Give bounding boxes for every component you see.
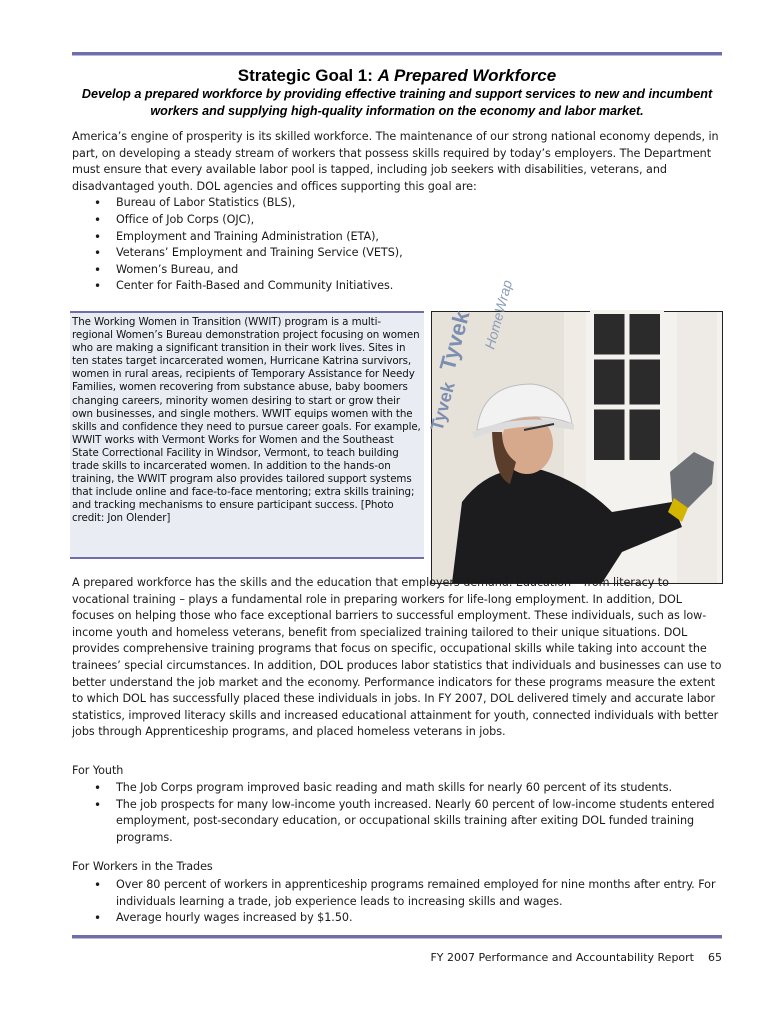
trades-section bbox=[72, 877, 724, 927]
page-footer bbox=[430, 951, 722, 964]
goal-label: Strategic Goal 1: bbox=[237, 66, 373, 85]
main-section bbox=[72, 575, 724, 741]
report-title: FY 2007 Performance and Accountability Report bbox=[430, 951, 694, 964]
main-paragraph: A prepared workforce has the skills and the education that employers demand. Education – from literacy to vocational training – plays a fundamental role in preparing workers for life-long employment. In addition, DOL focuses on helping those who face exceptional barriers to successful employment. These individuals, such as low-income youth and homeless veterans, benefit from specialized training tailored to their unique situations. DOL provides comprehensive training programs that focus on specific, occupational skills while taking into account the trainees’ special circumstances. In addition, DOL produces labor statistics that individuals and businesses can use to better understand the job market and the economy. Performance indicators for these programs measure the extent to which DOL has successfully placed these individuals in jobs. In FY 2007, DOL delivered timely and accurate labor statistics, improved literacy skills and increased educational attainment for youth, connected individuals with better jobs through Apprenticeship programs, and placed homeless veterans in jobs. bbox=[72, 576, 722, 739]
intro-section bbox=[72, 129, 724, 295]
trades-item: • Average hourly wages increased by $1.50. bbox=[72, 910, 724, 927]
youth-item: • The job prospects for many low-income youth increased. Nearly 60 percent of low-income students entered employment, post-secondary education, or occupational skills training after exiting DOL funded training programs. bbox=[72, 797, 724, 847]
intro-paragraph: America’s engine of prosperity is its skilled workforce. The maintenance of our strong national economy depends, in part, on developing a steady stream of workers that possess skills required by today’s employers. The Department must ensure that every available labor pool is tapped, including job seekers with disabilities, veterans, and disadvantaged youth. DOL agencies and offices supporting this goal are: bbox=[72, 130, 719, 193]
youth-item: • The Job Corps program improved basic reading and math skills for nearly 60 percent of its students. bbox=[72, 780, 724, 797]
agency-item: • Women’s Bureau, and bbox=[72, 262, 724, 279]
trades-item: • Over 80 percent of workers in apprenticeship programs remained employed for nine months after entry. For individuals learning a trade, job experience leads to increasing skills and wages. bbox=[72, 877, 724, 910]
wwit-sidebar bbox=[70, 311, 424, 559]
agency-item: • Center for Faith-Based and Community Initiatives. bbox=[72, 278, 724, 295]
youth-section bbox=[72, 780, 724, 846]
wrap-text-2: HomeWrap bbox=[481, 278, 516, 351]
agency-list bbox=[72, 195, 724, 295]
worker-photo-illustration bbox=[426, 278, 722, 583]
youth-list bbox=[72, 780, 724, 846]
page-title bbox=[72, 66, 722, 86]
trades-heading: For Workers in the Trades bbox=[72, 860, 213, 873]
youth-heading: For Youth bbox=[72, 764, 124, 777]
page-number: 65 bbox=[708, 951, 722, 964]
trades-list bbox=[72, 877, 724, 927]
worker-photo bbox=[426, 278, 723, 584]
agency-item: • Employment and Training Administration (ETA), bbox=[72, 229, 724, 246]
wrap-text-3: Tyvek bbox=[426, 379, 459, 434]
agency-item: • Bureau of Labor Statistics (BLS), bbox=[72, 195, 724, 212]
bottom-divider bbox=[72, 935, 722, 939]
top-divider bbox=[72, 52, 722, 56]
sidebar-caption: The Working Women in Transition (WWIT) program is a multi-regional Women’s Bureau demonstration project focusing on women who are making a significant transition in their work lives. Sites in ten states target incarcerated women, Hurricane Katrina survivors, women in rural areas, recipients of Temporary Assistance for Needy Families, women recovering from substance abuse, baby boomers changing careers, minority women desiring to start or grow their own businesses, and single mothers. WWIT equips women with the skills and confidence they need to pursue career goals. For example, WWIT works with Vermont Works for Women and the Southeast State Correctional Facility in Windsor, Vermont, to teach building trade skills to incarcerated women. In addition to the hands-on training, the WWIT program also provides tailored support systems that include online and face-to-face mentoring; extra skills training; and tracking mechanisms to ensure participant success. [Photo credit: Jon Olender] bbox=[72, 316, 421, 525]
goal-statement: Develop a prepared workforce by providing effective training and support services to new and incumbent workers and supplying high-quality information on the economy and labor market. bbox=[81, 87, 713, 118]
agency-item: • Veterans’ Employment and Training Service (VETS), bbox=[72, 245, 724, 262]
goal-name: A Prepared Workforce bbox=[377, 66, 557, 85]
agency-item: • Office of Job Corps (OJC), bbox=[72, 212, 724, 229]
wrap-text-1: Tyvek bbox=[434, 308, 475, 374]
